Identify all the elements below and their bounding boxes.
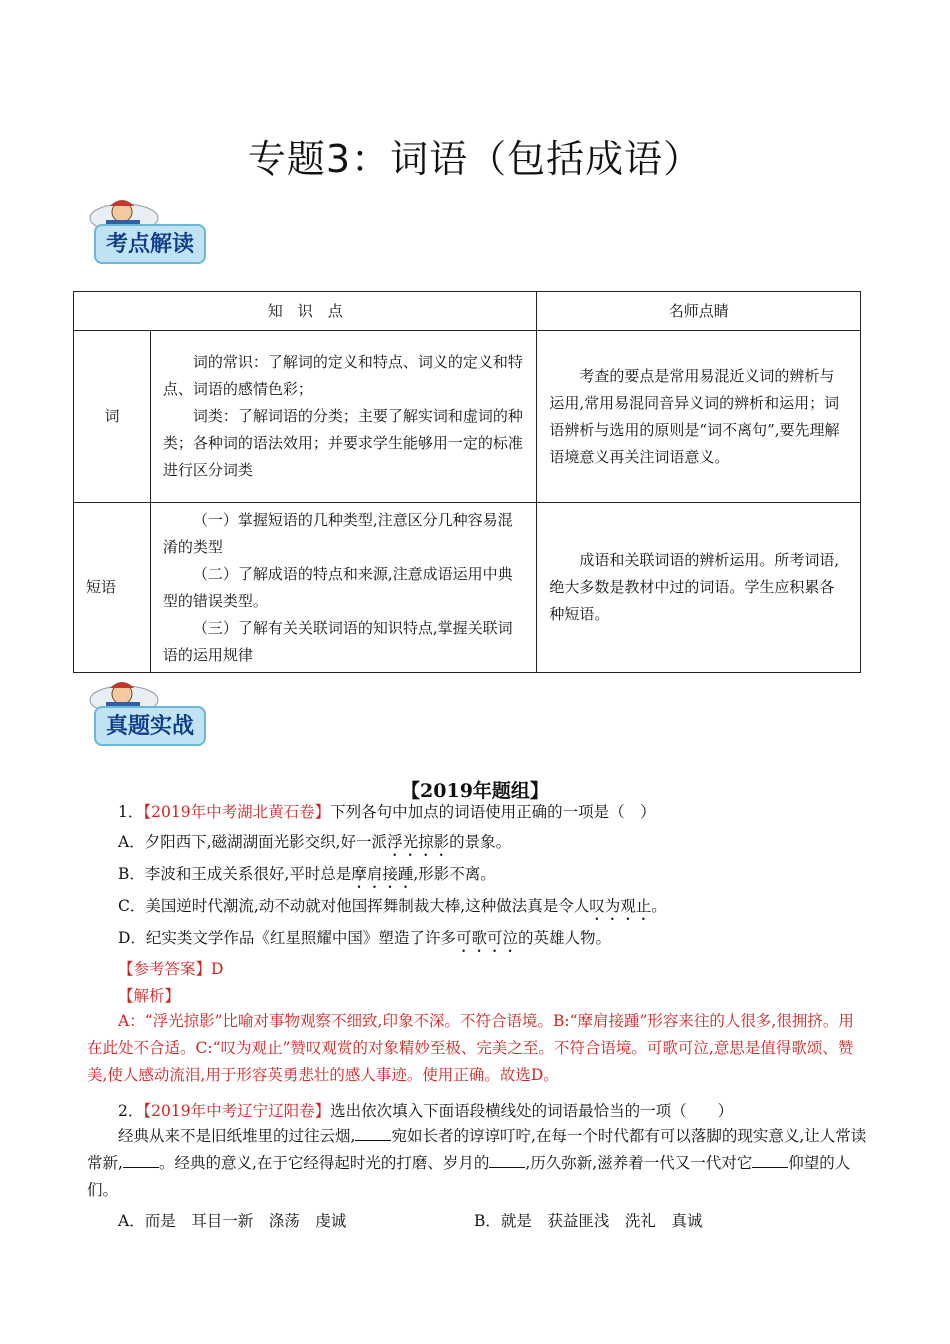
- tips-text: 成语和关联词语的辨析运用。所考词语,绝大多数是教材中过的词语。学生应积累各种短语。: [549, 551, 840, 623]
- question-source: 【2019年中考湖北黄石卷】: [143, 803, 331, 821]
- question-number: 2．: [118, 1102, 144, 1120]
- tips-text: 考查的要点是常用易混近义词的辨析与运用,常用易混同音异义词的辨析和运用；词语辨析与选用的原则是“词不离句”,要先理解语境意义再关注词语意义。: [549, 366, 840, 466]
- question-number: 1．: [118, 803, 144, 821]
- knowledge-table: [73, 291, 861, 673]
- option-text: 的英雄人物。: [517, 929, 611, 947]
- passage-text: 宛如长者的谆谆叮咛,在每一个时代都有可以落脚的现实意义,让人常读常新,: [87, 1127, 867, 1172]
- knowledge-text: 词的常识：了解词的定义和特点、词义的定义和特点、词语的感情色彩；: [162, 353, 523, 398]
- option-text: A．夕阳西下,磁湖湖面光影交织,好一派: [118, 833, 388, 851]
- question-2-passage: [87, 1123, 867, 1204]
- question-stem: 下列各句中加点的词语使用正确的一项是（ ）: [330, 803, 656, 821]
- question-1-stem: [118, 800, 868, 822]
- header-tips: 名师点睛: [537, 292, 861, 331]
- group-heading: 【2019年题组】: [401, 780, 549, 802]
- section-badge-kaodian: [86, 194, 206, 270]
- analysis-label: 【解析】: [118, 987, 181, 1005]
- dotted-term: 可歌可泣: [455, 929, 518, 947]
- option-text: 。: [651, 897, 667, 915]
- passage-text: 经典从来不是旧纸堆里的过往云烟,: [118, 1127, 356, 1145]
- option-text: ,形影不离。: [413, 865, 496, 883]
- knowledge-text: 词类：了解词语的分类；主要了解实词和虚词的种类；各种词的语法效用；并要求学生能够用一定的标准进行区分词类: [162, 407, 523, 479]
- fill-blank[interactable]: [489, 1153, 525, 1168]
- option-text: 的景象。: [449, 833, 512, 851]
- answer-label: 【参考答案】: [118, 960, 212, 978]
- analysis-text: A：“浮光掠影”比喻对事物观察不细致,印象不深。不符合语境。B:“摩肩接踵”形容来往的人很多,很拥挤。用在此处不合适。C:“叹为观止”赞叹观赏的对象精妙至极、完美之至。不符合语境。可歌可泣,意思是值得歌颂、赞美,使人感动流泪,用于形容英勇悲壮的感人事迹。使用正确。故选D。: [87, 1012, 854, 1084]
- option-text: B．李波和王成关系很好,平时总是: [118, 865, 352, 883]
- dotted-term: 叹为观止: [589, 897, 652, 915]
- section-badge-zhenti: [86, 676, 206, 752]
- header-knowledge: 知 识 点: [74, 292, 537, 331]
- badge-label: 真题实战: [94, 706, 206, 746]
- row-label-duanyu: 短语: [74, 503, 151, 673]
- question-2-stem: [118, 1099, 868, 1121]
- passage-text: 。经典的意义,在于它经得起时光的打磨、岁月的: [158, 1154, 490, 1172]
- option-text: C．美国逆时代潮流,动不动就对他国挥舞制裁大棒,这种做法真是令人: [118, 897, 590, 915]
- row-label-ci: 词: [74, 331, 151, 503]
- knowledge-text: （二）了解成语的特点和来源,注意成语运用中典型的错误类型。: [162, 564, 513, 610]
- knowledge-text: （一）掌握短语的几种类型,注意区分几种容易混淆的类型: [162, 510, 513, 556]
- option-a: [118, 830, 868, 860]
- page-title: 专题3：词语（包括成语）: [247, 137, 703, 181]
- option-b: B．就是 获益匪浅 洗礼 真诚: [474, 1212, 703, 1230]
- option-text: D．纪实类文学作品《红星照耀中国》塑造了许多: [118, 929, 456, 947]
- option-b: [118, 862, 868, 892]
- question-source: 【2019年中考辽宁辽阳卷】: [143, 1102, 331, 1120]
- passage-text: 仰望的人们。: [87, 1154, 851, 1199]
- dotted-term: 摩肩接踵: [351, 865, 414, 883]
- option-a: A．而是 耳目一新 涤荡 虔诚: [118, 1212, 347, 1230]
- knowledge-text: （三）了解有关关联词语的知识特点,掌握关联词语的运用规律: [162, 618, 513, 664]
- badge-label: 考点解读: [94, 224, 206, 264]
- answer-line: [118, 957, 868, 979]
- option-d: [118, 926, 868, 956]
- passage-text: ,历久弥新,滋养着一代又一代对它: [525, 1154, 753, 1172]
- dotted-term: 浮光掠影: [387, 833, 450, 851]
- fill-blank[interactable]: [355, 1126, 391, 1141]
- question-2-options: [118, 1209, 868, 1231]
- answer-value: D: [211, 960, 224, 978]
- option-c: [118, 894, 868, 924]
- fill-blank[interactable]: [123, 1153, 159, 1168]
- fill-blank[interactable]: [752, 1153, 788, 1168]
- question-stem: 选出依次填入下面语段横线处的词语最恰当的一项（ ）: [330, 1102, 734, 1120]
